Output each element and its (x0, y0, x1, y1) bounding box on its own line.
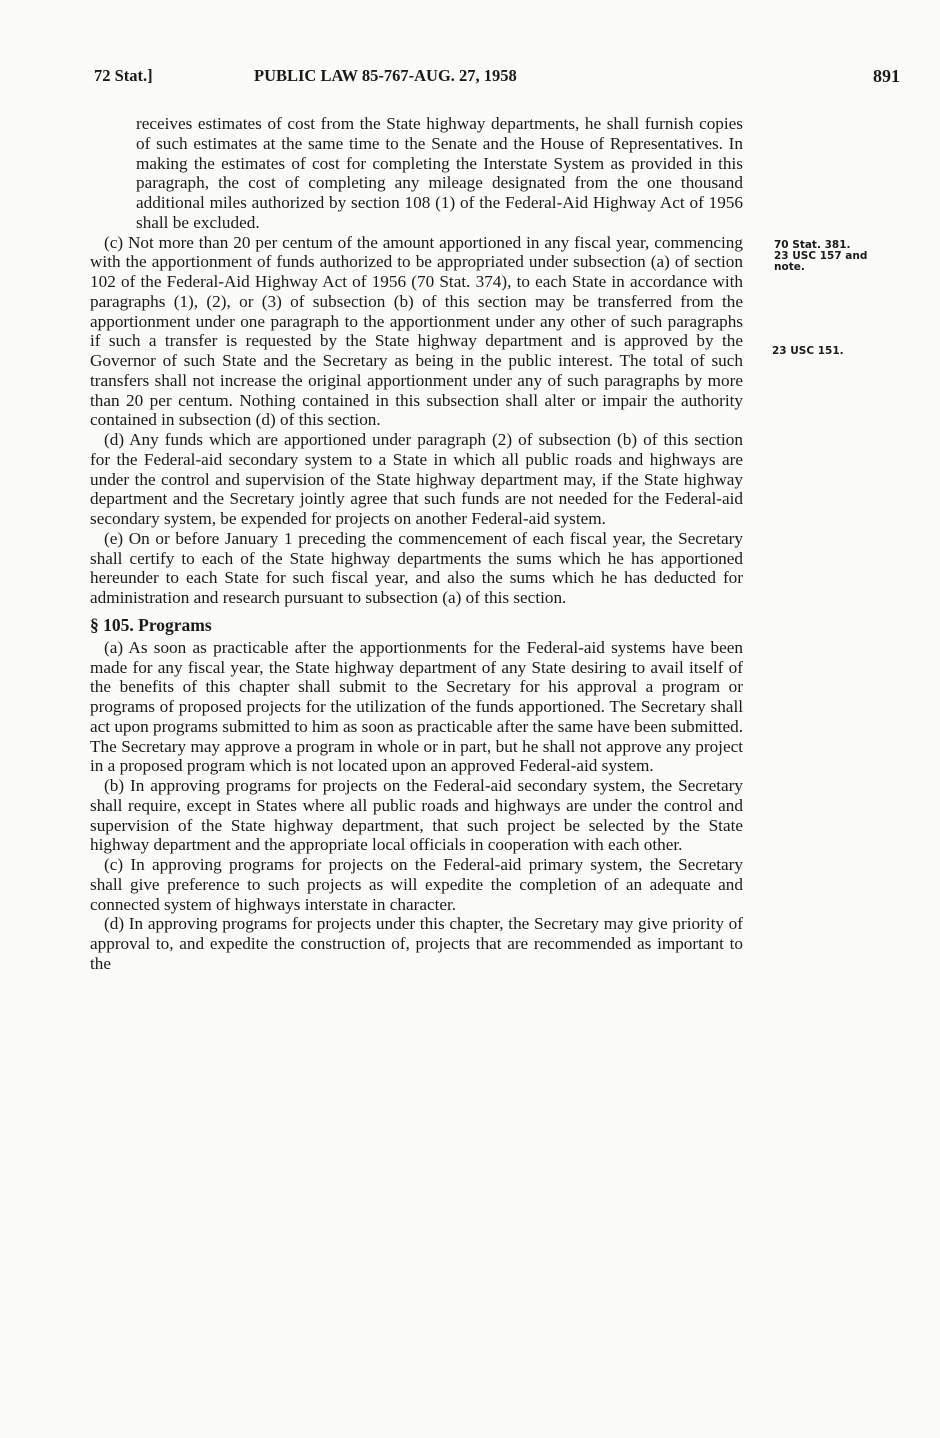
body-text (90, 114, 743, 974)
paragraph-programs-c: (c) In approving programs for projects on the Federal-aid primary system, the Secretary shall give preference to such projects as will expedite the completion of an adequate and connected system of highways interstate in character. (90, 855, 743, 914)
law-title: PUBLIC LAW 85-767-AUG. 27, 1958 (254, 66, 517, 85)
paragraph-programs-b: (b) In approving programs for projects on the Federal-aid secondary system, the Secretary shall require, except in States where all public roads and highways are under the control and supervision of the State highway department, that such project be selected by the State highway department and the appropriate local officials in cooperation with each other. (90, 776, 743, 855)
paragraph-continued: receives estimates of cost from the State highway departments, he shall furnish copies of such estimates at the same time to the Senate and the House of Representatives. In making the estimates of cost for completing the Interstate System as provided in this paragraph, the cost of completing any mileage designated from the one thousand additional miles authorized by section 108 (1) of the Federal-Aid Highway Act of 1956 shall be excluded. (136, 114, 743, 232)
statute-reference: 72 Stat.] (94, 66, 153, 85)
page-number: 891 (873, 66, 900, 86)
margin-citation-note: 70 Stat. 381. 23 USC 157 and note. (774, 239, 868, 273)
paragraph-subsection-d: (d) Any funds which are apportioned under paragraph (2) of subsection (b) of this section for the Federal-aid secondary system to a State in which all public roads and highways are under the control and supervision of the State highway department may, if the State highway department and the Secretary jointly agree that such funds are not needed for the Federal-aid secondary system, be expended for projects on another Federal-aid system. (90, 430, 743, 528)
paragraph-subsection-c: (c) Not more than 20 per centum of the amount apportioned in any fiscal year, commencing with the apportionment of funds authorized to be appropriated under subsection (a) of section 102 of the Federal-Aid Highway Act of 1956 (70 Stat. 374), to each State in accordance with paragraphs (1), (2), or (3) of subsection (b) of this section may be transferred from the apportionment under one paragraph to the apportionment under any other of such paragraphs if such a transfer is requested by the State highway department and is approved by the Governor of such State and the Secretary as being in the public interest. The total of such transfers shall not increase the original apportionment under any of such paragraphs by more than 20 per centum. Nothing contained in this subsection shall alter or impair the authority contained in subsection (d) of this section. (90, 232, 743, 430)
paragraph-programs-d: (d) In approving programs for projects under this chapter, the Secretary may give priority of approval to, and expedite the construction of, projects that are recommended as important to the (90, 914, 743, 973)
running-header (94, 66, 900, 88)
paragraph-programs-a: (a) As soon as practicable after the apportionments for the Federal-aid systems have been made for any fiscal year, the State highway department of any State desiring to avail itself of the benefits of this chapter shall submit to the Secretary for his approval a program or programs of proposed projects for the utilization of the funds apportioned. The Secretary shall act upon programs submitted to him as soon as practicable after the same have been submitted. The Secretary may approve a program in whole or in part, but he shall not approve any project in a proposed program which is not located upon an approved Federal-aid system. (90, 637, 743, 776)
section-heading: § 105. Programs (90, 614, 212, 635)
paragraph-subsection-e: (e) On or before January 1 preceding the commencement of each fiscal year, the Secretary shall certify to each of the State highway departments the sums which he has apportioned hereunder to each State for such fiscal year, and also the sums which he has deducted for administration and research pursuant to subsection (a) of this section. (90, 528, 743, 607)
margin-citation-note: 23 USC 151. (772, 345, 844, 357)
